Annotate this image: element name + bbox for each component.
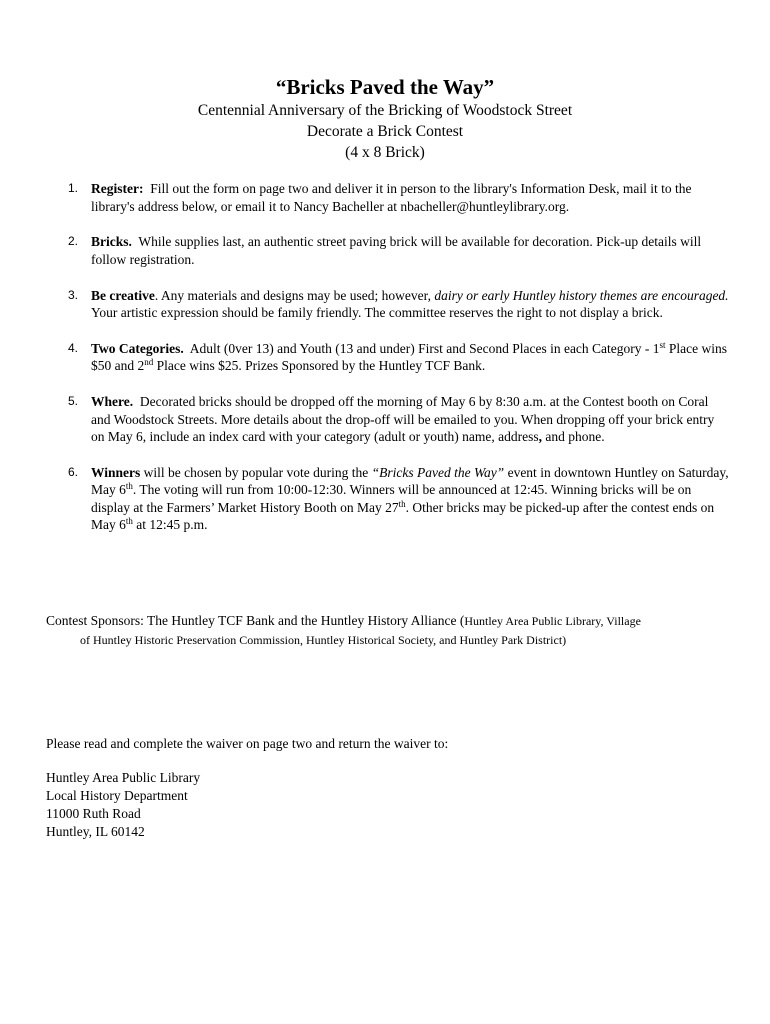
rule-number: 2.: [68, 234, 79, 249]
rule-emphasis: “Bricks Paved the Way”: [371, 464, 505, 480]
rule-text: at 12:45 p.m.: [132, 517, 208, 533]
ordinal-suffix: th: [125, 516, 133, 527]
rule-text: Fill out the form on page two and deliver it in person to the library's Information Desk, mail it to the library's address below, or email it to Nancy Bacheller at nbacheller@huntleylibrary.org.: [91, 181, 692, 214]
rule-text: While supplies last, an authentic street paving brick will be available for decoration. Pick-up details will follow registration.: [91, 234, 702, 267]
rule-emphasis: dairy or early Huntley history themes are encouraged.: [434, 287, 729, 303]
rule-text: . Other bricks may be picked-up after the contest ends on May 6: [91, 499, 715, 533]
rule-text: Place wins $50 and 2: [91, 340, 728, 374]
rule-text: will be chosen by popular vote during the: [140, 464, 372, 480]
rule-heading: Be creative: [91, 287, 155, 303]
rule-text: Your artistic expression should be family friendly. The committee reserves the right to not display a brick.: [91, 305, 663, 321]
rule-bricks: [46, 233, 730, 268]
rule-heading: Register:: [91, 181, 144, 196]
ordinal-suffix: th: [125, 481, 133, 492]
document-title: “Bricks Paved the Way”: [275, 75, 495, 99]
rule-text: . The voting will run from 10:00-12:30. Winners will be announced at 12:45. Winning bricks will be on display at the Farmers’ Market History Booth on May 27: [91, 482, 692, 515]
address-line: Local History Department: [46, 788, 188, 803]
contest-rules-list: [46, 180, 730, 534]
address-line: 11000 Ruth Road: [46, 806, 141, 821]
rule-number: 4.: [68, 340, 79, 355]
contest-sponsors: [46, 611, 736, 650]
rule-text: Adult (0ver 13) and Youth (13 and under) First and Second Places in each Category - 1: [189, 340, 660, 356]
rule-be-creative: [46, 287, 730, 322]
rule-heading: Winners: [91, 464, 141, 480]
rule-heading: Bricks.: [91, 234, 132, 250]
rule-number: 3.: [68, 287, 79, 302]
rule-number: 5.: [68, 394, 79, 409]
sponsors-line-1: [46, 611, 736, 631]
rule-heading: Two Categories.: [91, 340, 184, 356]
subtitle-brick-size: (4 x 8 Brick): [345, 144, 425, 161]
document-header: [0, 74, 770, 163]
ordinal-suffix: nd: [144, 357, 154, 368]
rule-text: . Any materials and designs may be used; however,: [154, 287, 435, 303]
address-line: Huntley Area Public Library: [46, 770, 201, 785]
ordinal-suffix: th: [398, 498, 406, 509]
waiver-instructions: Please read and complete the waiver on page two and return the waiver to:: [46, 736, 449, 751]
rule-register: [46, 180, 730, 215]
rule-two-categories: [46, 340, 730, 375]
mailing-address: [46, 769, 200, 841]
subtitle-contest: Decorate a Brick Contest: [306, 123, 464, 140]
rule-text: Decorated bricks should be dropped off the morning of May 6 by 8:30 a.m. at the Contest booth on Coral and Woodstock Streets. More details about the drop-off will be emailed to you. When dropping off your brick entry on May 6, include an index card with your category (adult or youth) name, address: [91, 394, 715, 445]
rule-text: event in downtown Huntley on Saturday, May 6: [91, 464, 729, 498]
rule-text: and phone.: [542, 429, 605, 445]
rule-where: [46, 393, 730, 446]
rule-winners: [46, 464, 730, 534]
rule-text: Place wins $25. Prizes Sponsored by the Huntley TCF Bank.: [153, 358, 486, 374]
ordinal-suffix: st: [659, 339, 666, 350]
sponsors-line-2: of Huntley Historic Preservation Commission, Huntley Historical Society, and Huntley Park District): [80, 633, 567, 647]
subtitle-anniversary: Centennial Anniversary of the Bricking of Woodstock Street: [197, 102, 573, 119]
rule-number: 6.: [68, 464, 79, 479]
bold-comma: ,: [538, 429, 542, 445]
sponsors-detail: Huntley Area Public Library, Village: [464, 614, 641, 628]
rule-number: 1.: [68, 181, 79, 195]
address-line: Huntley, IL 60142: [46, 824, 145, 839]
sponsors-lead: Contest Sponsors: The Huntley TCF Bank and the Huntley History Alliance (: [46, 613, 465, 628]
rule-heading: Where.: [91, 394, 134, 410]
